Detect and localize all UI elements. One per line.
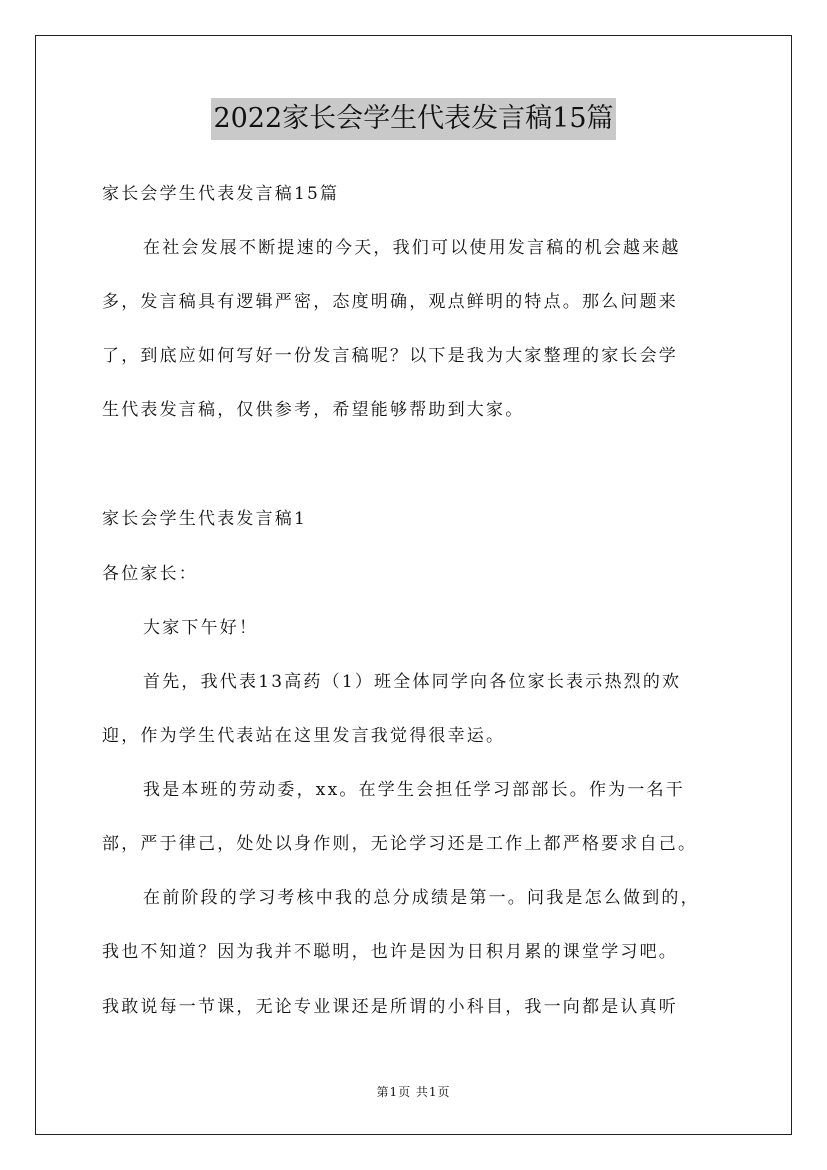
- intro-line: 了，到底应如何写好一份发言稿呢？以下是我为大家整理的家长会学: [102, 346, 678, 366]
- document-title: 2022家长会学生代表发言稿15篇: [211, 98, 615, 140]
- paragraph-line: 我也不知道？因为我并不聪明，也许是因为日积月累的课堂学习吧。: [102, 942, 678, 962]
- greeting: 大家下午好！: [143, 618, 259, 638]
- intro-line: 在社会发展不断提速的今天，我们可以使用发言稿的机会越来越: [143, 238, 681, 258]
- paragraph-line: 迎，作为学生代表站在这里发言我觉得很幸运。: [102, 726, 506, 746]
- subtitle: 家长会学生代表发言稿15篇: [102, 184, 340, 204]
- salutation: 各位家长：: [102, 564, 198, 584]
- paragraph-line: 我敢说每一节课，无论专业课还是所谓的小科目，我一向都是认真听: [102, 997, 678, 1017]
- paragraph-line: 部，严于律己，处处以身作则，无论学习还是工作上都严格要求自己。: [102, 834, 698, 854]
- page-number: 第1页 共1页: [376, 1085, 451, 1099]
- title-container: [0, 98, 827, 140]
- intro-line: 生代表发言稿，仅供参考，希望能够帮助到大家。: [102, 400, 525, 420]
- paragraph-line: 我是本班的劳动委，xx。在学生会担任学习部部长。作为一名干: [143, 780, 685, 800]
- paragraph-line: 在前阶段的学习考核中我的总分成绩是第一。问我是怎么做到的，: [143, 888, 700, 908]
- paragraph-line: 首先，我代表13高药（1）班全体同学向各位家长表示热烈的欢: [143, 672, 682, 692]
- section-heading: 家长会学生代表发言稿1: [102, 509, 308, 529]
- intro-line: 多，发言稿具有逻辑严密，态度明确，观点鲜明的特点。那么问题来: [102, 292, 678, 312]
